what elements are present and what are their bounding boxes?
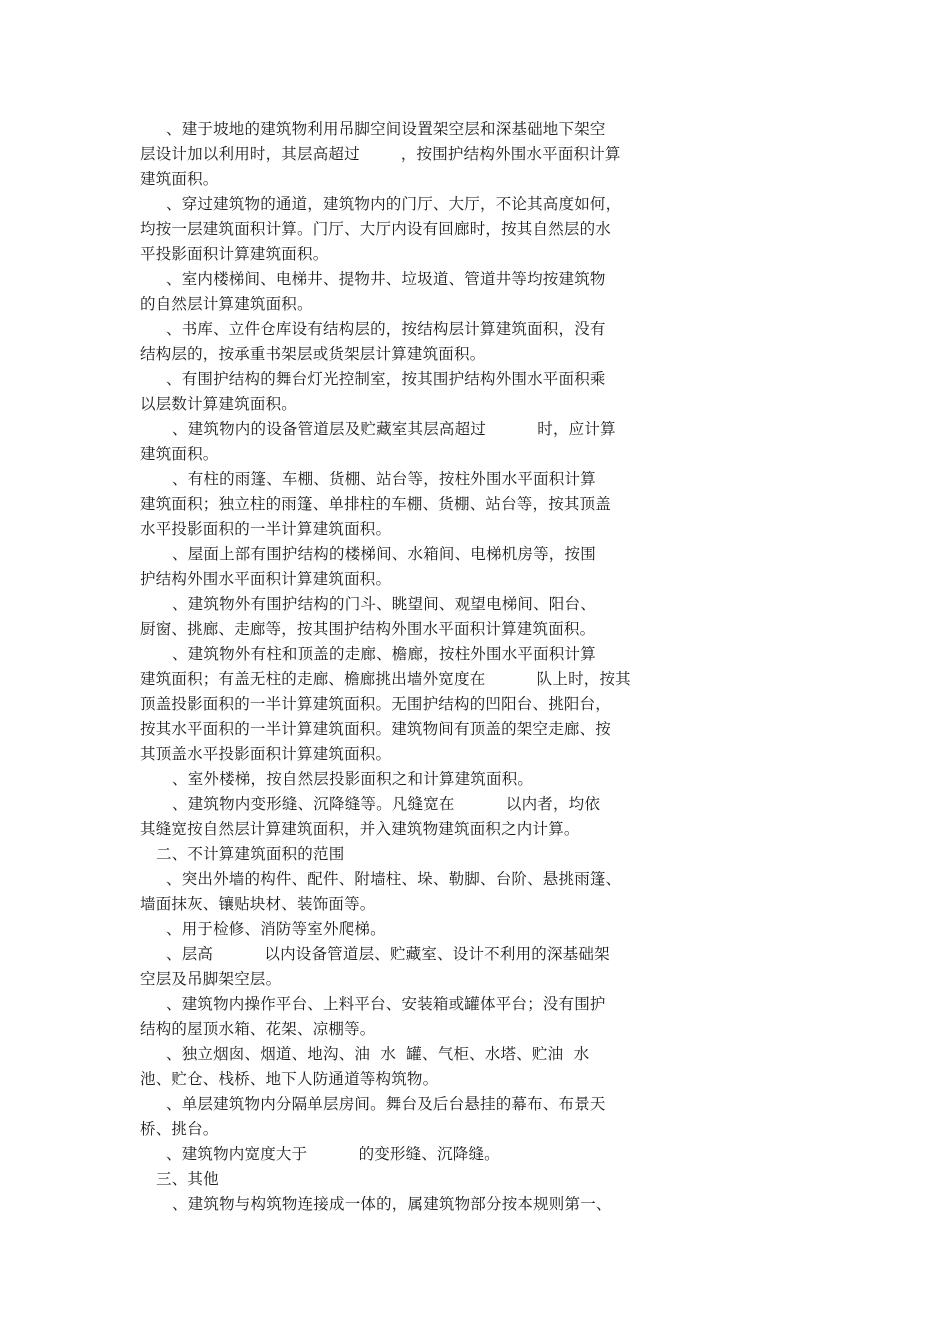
text-line: 空层及吊脚架空层。 bbox=[140, 970, 282, 988]
text-line: 厨窗、挑廊、走廊等，按其围护结构外围水平面积计算建筑面积。 bbox=[140, 620, 596, 638]
text-line: 按其水平面积的一半计算建筑面积。建筑物间有顶盖的架空走廊、按 bbox=[140, 720, 612, 738]
text-line: 、建筑物内的设备管道层及贮藏室其层高超过 时，应计算 bbox=[172, 420, 616, 438]
text-line: 、建筑物外有围护结构的门斗、眺望间、观望电梯间、阳台、 bbox=[172, 595, 596, 613]
text-line: 池、贮仓、栈桥、地下人防通道等构筑物。 bbox=[140, 1070, 439, 1088]
text-line: 结构层的，按承重书架层或货架层计算建筑面积。 bbox=[140, 345, 486, 363]
text-line: 水平投影面积的一半计算建筑面积。 bbox=[140, 520, 392, 538]
text-line: 、屋面上部有围护结构的楼梯间、水箱间、电梯机房等，按围 bbox=[172, 545, 596, 563]
text-line: 、独立烟囱、烟道、地沟、油 水 罐、气柜、水塔、贮油 水 bbox=[166, 1045, 590, 1063]
text-line: 建筑面积。 bbox=[140, 170, 219, 188]
text-line: 、有柱的雨篷、车棚、货棚、站台等，按柱外围水平面积计算 bbox=[172, 470, 596, 488]
text-line: 以层数计算建筑面积。 bbox=[140, 395, 298, 413]
text-line: 、建筑物外有柱和顶盖的走廊、檐廊，按柱外围水平面积计算 bbox=[172, 645, 596, 663]
text-line: 、穿过建筑物的通道，建筑物内的门厅、大厅，不论其高度如何， bbox=[166, 195, 622, 213]
text-line: 护结构外围水平面积计算建筑面积。 bbox=[140, 570, 392, 588]
text-line: 、建筑物内变形缝、沉降缝等。凡缝宽在 以内者，均依 bbox=[172, 795, 601, 813]
text-line: 、用于检修、消防等室外爬梯。 bbox=[166, 920, 386, 938]
text-line: 的自然层计算建筑面积。 bbox=[140, 295, 313, 313]
text-line: 、室内楼梯间、电梯井、提物井、垃圾道、管道井等均按建筑物 bbox=[166, 270, 606, 288]
text-line: 、建筑物与构筑物连接成一体的，属建筑物部分按本规则第一、 bbox=[172, 1195, 612, 1213]
text-line: 建筑面积。 bbox=[140, 445, 219, 463]
text-line: 、室外楼梯，按自然层投影面积之和计算建筑面积。 bbox=[172, 770, 534, 788]
text-line: 建筑面积；有盖无柱的走廊、檐廊挑出墙外宽度在 队上时，按其 bbox=[140, 670, 631, 688]
text-line: 、突出外墙的构件、配件、附墙柱、垛、勒脚、台阶、悬挑雨篷、 bbox=[166, 870, 622, 888]
text-line: 、有围护结构的舞台灯光控制室，按其围护结构外围水平面积乘 bbox=[166, 370, 606, 388]
text-line: 其顶盖水平投影面积计算建筑面积。 bbox=[140, 745, 392, 763]
text-line: 建筑面积；独立柱的雨篷、单排柱的车棚、货棚、站台等，按其顶盖 bbox=[140, 495, 612, 513]
section-heading: 二、不计算建筑面积的范围 bbox=[156, 845, 345, 863]
text-line: 、层高 以内设备管道层、贮藏室、设计不利用的深基础架 bbox=[166, 945, 610, 963]
text-line: 、建筑物内宽度大于 的变形缝、沉降缝。 bbox=[166, 1145, 500, 1163]
text-line: 、建筑物内操作平台、上料平台、安装箱或罐体平台；没有围护 bbox=[166, 995, 606, 1013]
text-line: 顶盖投影面积的一半计算建筑面积。无围护结构的凹阳台、挑阳台， bbox=[140, 695, 612, 713]
text-line: 其缝宽按自然层计算建筑面积，并入建筑物建筑面积之内计算。 bbox=[140, 820, 580, 838]
text-line: 均按一层建筑面积计算。门厅、大厅内设有回廊时，按其自然层的水 bbox=[140, 220, 612, 238]
section-heading: 三、其他 bbox=[156, 1170, 219, 1188]
text-line: 层设计加以利用时，其层高超过 ，按围护结构外围水平面积计算 bbox=[140, 145, 621, 163]
text-line: 桥、挑台。 bbox=[140, 1120, 219, 1138]
text-line: 墙面抹灰、镶贴块材、装饰面等。 bbox=[140, 895, 376, 913]
text-line: 、建于坡地的建筑物利用吊脚空间设置架空层和深基础地下架空 bbox=[166, 120, 606, 138]
text-line: 平投影面积计算建筑面积。 bbox=[140, 245, 329, 263]
text-line: 结构的屋顶水箱、花架、凉棚等。 bbox=[140, 1020, 376, 1038]
text-line: 、单层建筑物内分隔单层房间。舞台及后台悬挂的幕布、布景天 bbox=[166, 1095, 606, 1113]
text-line: 、书库、立件仓库设有结构层的，按结构层计算建筑面积，没有 bbox=[166, 320, 606, 338]
